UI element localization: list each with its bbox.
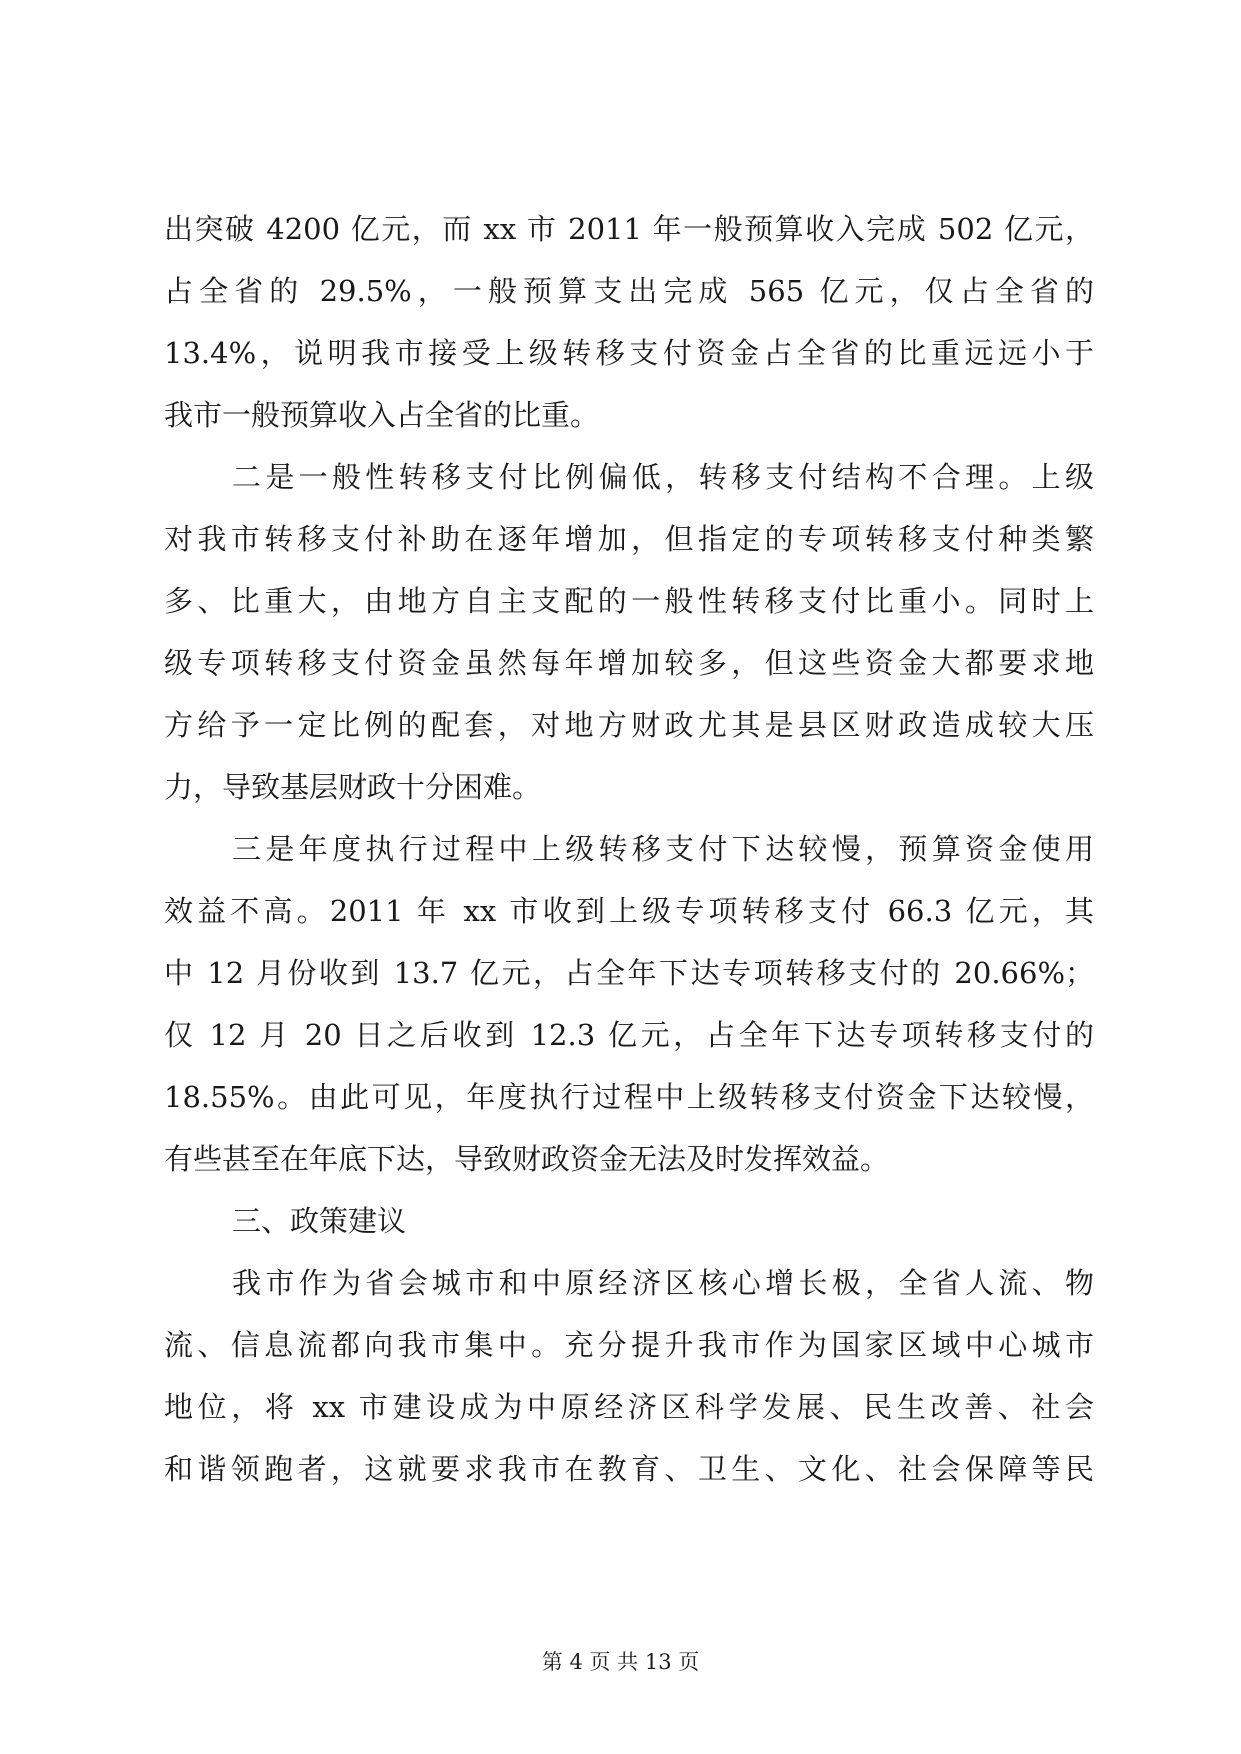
paragraph-line: 占全省的 29.5%，一般预算支出完成 565 亿元，仅占全省的 [164, 274, 1094, 308]
paragraph-line: 出突破 4200 亿元，而 xx 市 2011 年一般预算收入完成 502 亿元， [164, 212, 1094, 246]
paragraph-line: 方给予一定比例的配套，对地方财政尤其是县区财政造成较大压 [164, 708, 1094, 742]
paragraph-line: 流、信息流都向我市集中。充分提升我市作为国家区域中心城市 [164, 1328, 1094, 1362]
paragraph-line: 我市一般预算收入占全省的比重。 [164, 398, 600, 432]
page-number-footer: 第 4 页 共 13 页 [541, 1650, 700, 1674]
paragraph-line: 多、比重大，由地方自主支配的一般性转移支付比重小。同时上 [164, 584, 1094, 618]
paragraph-line: 力，导致基层财政十分困难。 [164, 770, 542, 804]
document-body [164, 198, 1094, 1500]
paragraph-line: 中 12 月份收到 13.7 亿元，占全年下达专项转移支付的 20.66%； [164, 956, 1094, 990]
paragraph-line: 和谐领跑者，这就要求我市在教育、卫生、文化、社会保障等民 [164, 1452, 1094, 1486]
paragraph-line: 地位，将 xx 市建设成为中原经济区科学发展、民生改善、社会 [164, 1390, 1094, 1424]
paragraph-line: 仅 12 月 20 日之后收到 12.3 亿元，占全年下达专项转移支付的 [164, 1018, 1094, 1052]
paragraph-line: 级专项转移支付资金虽然每年增加较多，但这些资金大都要求地 [164, 646, 1094, 680]
paragraph-line: 三是年度执行过程中上级转移支付下达较慢，预算资金使用 [232, 832, 1094, 866]
paragraph-line: 效益不高。2011 年 xx 市收到上级专项转移支付 66.3 亿元，其 [164, 894, 1094, 928]
paragraph-line: 13.4%，说明我市接受上级转移支付资金占全省的比重远远小于 [164, 336, 1094, 370]
paragraph-line: 有些甚至在年底下达，导致财政资金无法及时发挥效益。 [164, 1142, 890, 1176]
paragraph-line: 二是一般性转移支付比例偏低，转移支付结构不合理。上级 [232, 460, 1094, 494]
section-heading: 三、政策建议 [232, 1204, 407, 1238]
paragraph-line: 我市作为省会城市和中原经济区核心增长极，全省人流、物 [232, 1266, 1094, 1300]
paragraph-line: 18.55%。由此可见，年度执行过程中上级转移支付资金下达较慢， [164, 1080, 1094, 1114]
paragraph-line: 对我市转移支付补助在逐年增加，但指定的专项转移支付种类繁 [164, 522, 1094, 556]
